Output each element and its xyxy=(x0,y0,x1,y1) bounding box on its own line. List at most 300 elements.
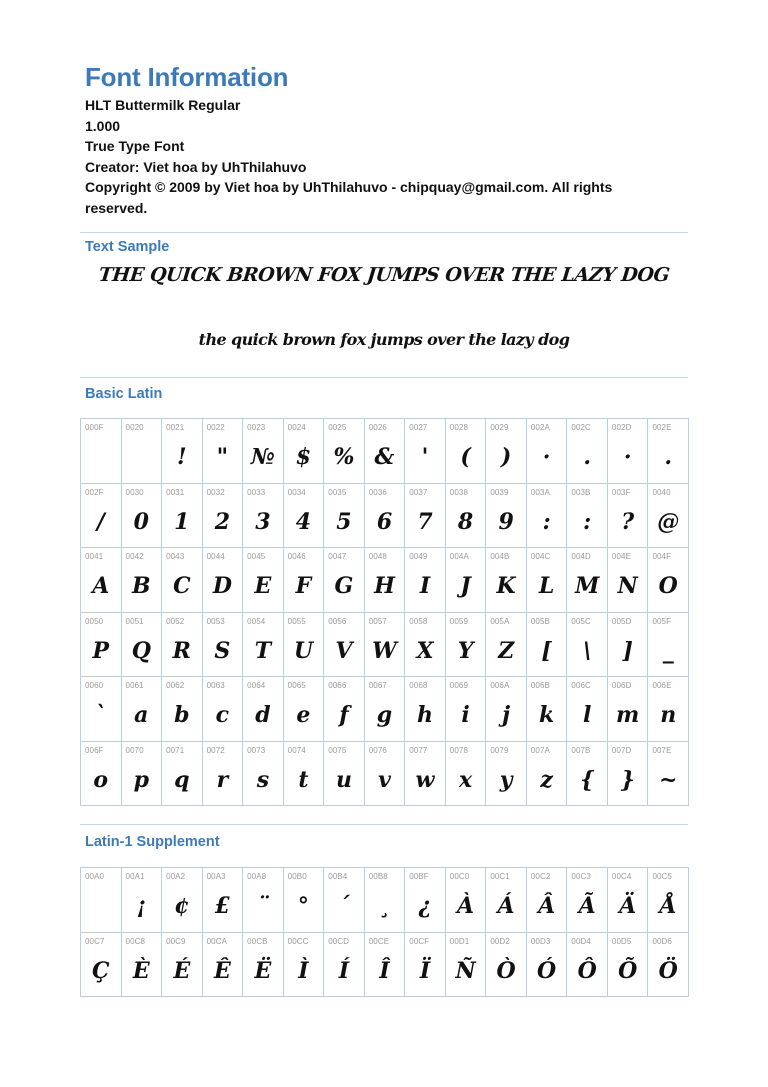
glyph-cell xyxy=(405,677,446,742)
codepoint-label: 0051 xyxy=(125,616,144,626)
glyph-cell xyxy=(405,868,446,933)
section-heading-latin1: Latin-1 Supplement xyxy=(85,834,220,850)
glyph-sample: D xyxy=(212,573,232,599)
glyph-cell xyxy=(284,419,325,484)
glyph-sample: £ xyxy=(214,893,231,919)
codepoint-label: 0067 xyxy=(368,681,387,690)
glyph-cell xyxy=(486,868,527,933)
glyph-cell xyxy=(81,933,122,998)
glyph-cell xyxy=(365,484,406,549)
glyph-cell xyxy=(162,933,203,998)
codepoint-label: 0056 xyxy=(328,616,347,626)
glyph-cell xyxy=(446,868,487,933)
codepoint-label: 006D xyxy=(611,681,632,690)
glyph-cell xyxy=(486,548,527,613)
glyph-cell xyxy=(203,419,244,484)
glyph-sample: 8 xyxy=(457,508,474,535)
glyph-cell xyxy=(243,613,284,678)
codepoint-label: 00D4 xyxy=(571,936,591,946)
codepoint-label: 0055 xyxy=(287,616,306,626)
glyph-sample: ! xyxy=(176,444,187,470)
glyph-sample: \ xyxy=(583,637,592,664)
glyph-sample: v xyxy=(378,766,391,793)
glyph-sample: r xyxy=(216,766,229,793)
glyph-cell xyxy=(446,419,487,484)
codepoint-label: 0021 xyxy=(166,423,185,432)
codepoint-label: 00CC xyxy=(287,936,309,946)
divider xyxy=(80,377,688,378)
glyph-sample: Ì xyxy=(298,957,309,984)
codepoint-label: 00D3 xyxy=(530,936,551,946)
glyph-cell xyxy=(365,613,406,678)
font-type: True Type Font xyxy=(85,138,185,155)
glyph-cell xyxy=(486,677,527,742)
page-title: Font Information xyxy=(85,62,289,92)
glyph-cell xyxy=(527,933,568,998)
codepoint-label: 0074 xyxy=(287,745,306,755)
codepoint-label: 0042 xyxy=(125,552,144,561)
glyph-cell xyxy=(203,677,244,742)
glyph-cell xyxy=(81,613,122,678)
glyph-sample: Ç xyxy=(92,957,110,984)
codepoint-label: 005D xyxy=(611,616,632,626)
glyph-sample: 1 xyxy=(174,508,190,535)
glyph-cell xyxy=(405,613,446,678)
glyph-sample: p xyxy=(133,766,149,793)
glyph-sample: · xyxy=(542,444,551,470)
glyph-sample: ( xyxy=(460,444,471,470)
codepoint-label: 00CA xyxy=(206,936,228,946)
glyph-cell xyxy=(567,548,608,613)
glyph-sample: C xyxy=(173,573,191,599)
glyph-sample: : xyxy=(583,508,592,535)
glyph-cell xyxy=(243,419,284,484)
glyph-sample: E xyxy=(254,573,272,599)
glyph-sample: Ó xyxy=(537,957,557,984)
glyph-cell xyxy=(122,548,163,613)
glyph-sample: A xyxy=(92,573,110,599)
sample-uppercase: THE QUICK BROWN FOX JUMPS OVER THE LAZY DOG xyxy=(97,264,671,286)
glyph-sample: 5 xyxy=(336,508,352,535)
glyph-cell xyxy=(324,548,365,613)
codepoint-label: 004B xyxy=(490,552,510,561)
glyph-cell xyxy=(527,868,568,933)
glyph-sample: o xyxy=(93,766,109,793)
glyph-sample: Y xyxy=(457,637,474,664)
codepoint-label: 0037 xyxy=(409,487,428,497)
glyph-sample: À xyxy=(457,893,475,919)
codepoint-label: 0059 xyxy=(449,616,468,626)
codepoint-label: 0029 xyxy=(490,423,509,432)
glyph-cell xyxy=(203,868,244,933)
latin1-supplement-grid xyxy=(80,867,689,997)
glyph-cell xyxy=(324,419,365,484)
codepoint-label: 00A0 xyxy=(85,872,105,881)
codepoint-label: 0031 xyxy=(166,487,185,497)
glyph-cell xyxy=(243,548,284,613)
glyph-cell xyxy=(162,484,203,549)
codepoint-label: 006B xyxy=(530,681,550,690)
glyph-cell xyxy=(446,484,487,549)
glyph-sample: B xyxy=(131,573,151,599)
glyph-sample: 4 xyxy=(295,508,312,535)
codepoint-label: 00D5 xyxy=(611,936,632,946)
glyph-cell xyxy=(243,484,284,549)
glyph-cell xyxy=(365,677,406,742)
glyph-cell xyxy=(324,677,365,742)
glyph-cell xyxy=(648,868,689,933)
glyph-sample: @ xyxy=(657,508,680,535)
glyph-cell xyxy=(446,933,487,998)
glyph-sample: Á xyxy=(497,893,515,919)
codepoint-label: 007E xyxy=(652,745,672,755)
codepoint-label: 0066 xyxy=(328,681,347,690)
glyph-sample: 3 xyxy=(255,508,271,535)
glyph-cell xyxy=(608,484,649,549)
codepoint-label: 0032 xyxy=(206,487,225,497)
glyph-sample: L xyxy=(538,573,555,599)
glyph-sample: È xyxy=(132,957,150,984)
glyph-cell xyxy=(648,419,689,484)
codepoint-label: 0054 xyxy=(247,616,266,626)
codepoint-label: 0047 xyxy=(328,552,347,561)
codepoint-label: 00C0 xyxy=(449,872,470,881)
glyph-cell xyxy=(446,742,487,807)
codepoint-label: 00C4 xyxy=(611,872,632,881)
codepoint-label: 0052 xyxy=(166,616,185,626)
glyph-cell xyxy=(324,742,365,807)
glyph-sample: ¨ xyxy=(257,893,269,919)
codepoint-label: 0048 xyxy=(368,552,387,561)
codepoint-label: 0022 xyxy=(206,423,225,432)
glyph-cell xyxy=(81,419,122,484)
glyph-cell xyxy=(162,742,203,807)
glyph-sample: Ê xyxy=(213,957,231,984)
glyph-cell xyxy=(203,548,244,613)
codepoint-label: 0026 xyxy=(368,423,387,432)
glyph-cell xyxy=(405,484,446,549)
glyph-cell xyxy=(405,933,446,998)
glyph-sample: h xyxy=(417,702,434,728)
glyph-cell xyxy=(81,548,122,613)
glyph-cell xyxy=(527,677,568,742)
codepoint-label: 0065 xyxy=(287,681,306,690)
codepoint-label: 002F xyxy=(85,487,104,497)
glyph-sample: Õ xyxy=(618,957,638,984)
glyph-cell xyxy=(365,419,406,484)
glyph-sample: u xyxy=(335,766,352,793)
glyph-cell xyxy=(567,742,608,807)
codepoint-label: 00D6 xyxy=(652,936,672,946)
codepoint-label: 0069 xyxy=(449,681,468,690)
glyph-cell xyxy=(324,613,365,678)
font-copyright-cont: reserved. xyxy=(85,199,148,216)
codepoint-label: 005F xyxy=(652,616,672,626)
glyph-cell xyxy=(648,677,689,742)
codepoint-label: 005C xyxy=(571,616,591,626)
glyph-cell xyxy=(284,548,325,613)
glyph-sample: : xyxy=(542,508,551,535)
glyph-sample: Ä xyxy=(619,893,637,919)
glyph-cell xyxy=(567,419,608,484)
glyph-cell xyxy=(365,742,406,807)
glyph-cell xyxy=(162,548,203,613)
glyph-sample: / xyxy=(96,508,105,535)
codepoint-label: 005A xyxy=(490,616,510,626)
glyph-cell xyxy=(486,484,527,549)
glyph-cell xyxy=(405,548,446,613)
codepoint-label: 00C7 xyxy=(85,936,105,946)
codepoint-label: 003A xyxy=(530,487,550,497)
glyph-sample: g xyxy=(376,702,393,728)
glyph-sample: É xyxy=(173,957,191,984)
glyph-sample: Å xyxy=(659,893,677,919)
codepoint-label: 0043 xyxy=(166,552,185,561)
codepoint-label: 002A xyxy=(530,423,550,432)
glyph-sample: M xyxy=(574,573,600,599)
codepoint-label: 00D1 xyxy=(449,936,470,946)
glyph-cell xyxy=(284,868,325,933)
glyph-sample: & xyxy=(374,444,395,470)
glyph-cell xyxy=(527,742,568,807)
glyph-sample: · xyxy=(623,444,632,470)
glyph-cell xyxy=(567,613,608,678)
glyph-sample: i xyxy=(461,702,470,728)
codepoint-label: 00A2 xyxy=(166,872,186,881)
codepoint-label: 005B xyxy=(530,616,550,626)
codepoint-label: 002D xyxy=(611,423,632,432)
glyph-sample: G xyxy=(334,573,354,599)
glyph-cell xyxy=(608,613,649,678)
glyph-cell xyxy=(243,742,284,807)
codepoint-label: 00A8 xyxy=(247,872,267,881)
glyph-cell xyxy=(162,419,203,484)
glyph-cell xyxy=(405,419,446,484)
codepoint-label: 00B8 xyxy=(368,872,388,881)
glyph-sample: ¡ xyxy=(136,893,147,919)
codepoint-label: 00D2 xyxy=(490,936,510,946)
glyph-cell xyxy=(81,677,122,742)
codepoint-label: 006A xyxy=(490,681,510,690)
glyph-sample: e xyxy=(296,702,311,728)
glyph-cell xyxy=(365,868,406,933)
glyph-sample: 6 xyxy=(376,508,393,535)
divider xyxy=(80,232,688,233)
codepoint-label: 0020 xyxy=(125,423,144,432)
glyph-sample: Z xyxy=(498,637,515,664)
codepoint-label: 002E xyxy=(652,423,672,432)
glyph-sample: ? xyxy=(621,508,635,535)
codepoint-label: 0073 xyxy=(247,745,266,755)
glyph-cell xyxy=(486,933,527,998)
codepoint-label: 0044 xyxy=(206,552,225,561)
glyph-sample: O xyxy=(658,573,678,599)
glyph-sample: Ë xyxy=(254,957,272,984)
glyph-sample: Ñ xyxy=(455,957,476,984)
glyph-sample: X xyxy=(416,637,434,664)
codepoint-label: 007D xyxy=(611,745,632,755)
glyph-sample: l xyxy=(582,702,592,728)
glyph-cell xyxy=(648,742,689,807)
glyph-cell xyxy=(486,419,527,484)
codepoint-label: 0041 xyxy=(85,552,104,561)
glyph-cell xyxy=(527,613,568,678)
glyph-sample: n xyxy=(660,702,677,728)
glyph-cell xyxy=(122,613,163,678)
codepoint-label: 0027 xyxy=(409,423,428,432)
glyph-sample: x xyxy=(459,766,473,793)
glyph-sample: J xyxy=(460,573,471,599)
codepoint-label: 0061 xyxy=(125,681,144,690)
codepoint-label: 0049 xyxy=(409,552,428,561)
glyph-cell xyxy=(648,548,689,613)
glyph-sample: R xyxy=(172,637,191,664)
codepoint-label: 0053 xyxy=(206,616,225,626)
glyph-cell xyxy=(284,677,325,742)
codepoint-label: 00BF xyxy=(409,872,429,881)
glyph-sample: N xyxy=(617,573,638,599)
glyph-sample: ° xyxy=(297,893,309,919)
codepoint-label: 0028 xyxy=(449,423,468,432)
codepoint-label: 00C9 xyxy=(166,936,186,946)
glyph-sample: _ xyxy=(662,637,674,664)
codepoint-label: 007B xyxy=(571,745,591,755)
codepoint-label: 004E xyxy=(611,552,632,561)
codepoint-label: 003F xyxy=(611,487,631,497)
glyph-sample: Ò xyxy=(496,957,516,984)
glyph-cell xyxy=(527,419,568,484)
codepoint-label: 0035 xyxy=(328,487,347,497)
glyph-cell xyxy=(122,933,163,998)
glyph-sample: $ xyxy=(295,444,312,470)
codepoint-label: 00C5 xyxy=(652,872,672,881)
codepoint-label: 0058 xyxy=(409,616,428,626)
codepoint-label: 0050 xyxy=(85,616,104,626)
font-metadata xyxy=(85,95,685,219)
codepoint-label: 004A xyxy=(449,552,469,561)
glyph-sample: d xyxy=(255,702,271,728)
glyph-cell xyxy=(243,868,284,933)
section-heading-text-sample: Text Sample xyxy=(85,239,170,255)
glyph-cell xyxy=(162,677,203,742)
glyph-sample: a xyxy=(134,702,149,728)
glyph-cell xyxy=(486,613,527,678)
glyph-sample: K xyxy=(496,573,516,599)
glyph-cell xyxy=(365,933,406,998)
glyph-sample: V xyxy=(335,637,353,664)
glyph-sample: } xyxy=(620,766,635,793)
glyph-cell xyxy=(81,484,122,549)
codepoint-label: 006C xyxy=(571,681,591,690)
codepoint-label: 0079 xyxy=(490,745,509,755)
codepoint-label: 0040 xyxy=(652,487,671,497)
glyph-sample: U xyxy=(293,637,314,664)
codepoint-label: 000F xyxy=(85,423,104,432)
codepoint-label: 0034 xyxy=(287,487,306,497)
glyph-cell xyxy=(567,933,608,998)
sample-lowercase: the quick brown fox jumps over the lazy dog xyxy=(198,330,570,349)
section-heading-basic-latin: Basic Latin xyxy=(85,386,163,402)
glyph-cell xyxy=(81,742,122,807)
glyph-sample: ~ xyxy=(659,766,678,793)
glyph-cell xyxy=(284,933,325,998)
codepoint-label: 00B4 xyxy=(328,872,348,881)
glyph-sample: № xyxy=(250,444,275,470)
codepoint-label: 0057 xyxy=(368,616,387,626)
glyph-sample: ¸ xyxy=(378,893,390,919)
glyph-sample: b xyxy=(174,702,190,728)
glyph-cell xyxy=(648,484,689,549)
codepoint-label: 0064 xyxy=(247,681,266,690)
font-copyright: Copyright © 2009 by Viet hoa by UhThilahuvo - chipquay@gmail.com. All rights xyxy=(85,179,613,196)
glyph-sample: Í xyxy=(338,957,350,984)
glyph-cell xyxy=(446,548,487,613)
glyph-sample: m xyxy=(616,702,640,728)
glyph-sample: ´ xyxy=(338,893,350,919)
glyph-cell xyxy=(567,677,608,742)
glyph-cell xyxy=(203,484,244,549)
glyph-sample: { xyxy=(580,766,595,793)
glyph-sample: " xyxy=(216,444,229,470)
glyph-cell xyxy=(81,868,122,933)
glyph-cell xyxy=(243,933,284,998)
glyph-sample: s xyxy=(256,766,270,793)
glyph-cell xyxy=(608,419,649,484)
codepoint-label: 00CE xyxy=(368,936,390,946)
glyph-sample: j xyxy=(502,702,511,728)
glyph-sample: Ô xyxy=(577,957,597,984)
glyph-cell xyxy=(446,677,487,742)
codepoint-label: 00C2 xyxy=(530,872,551,881)
glyph-cell xyxy=(527,548,568,613)
codepoint-label: 00A3 xyxy=(206,872,226,881)
glyph-cell xyxy=(567,868,608,933)
glyph-sample: z xyxy=(540,766,553,793)
codepoint-label: 0075 xyxy=(328,745,347,755)
glyph-cell xyxy=(243,677,284,742)
glyph-cell xyxy=(324,933,365,998)
glyph-sample: c xyxy=(215,702,230,728)
codepoint-label: 0030 xyxy=(125,487,144,497)
glyph-cell xyxy=(608,933,649,998)
glyph-sample: [ xyxy=(541,637,552,664)
glyph-sample: ] xyxy=(622,637,633,664)
glyph-cell xyxy=(446,613,487,678)
glyph-sample: . xyxy=(664,444,673,470)
glyph-cell xyxy=(203,742,244,807)
font-creator: Creator: Viet hoa by UhThilahuvo xyxy=(85,158,307,175)
codepoint-label: 00B0 xyxy=(287,872,307,881)
glyph-sample: w xyxy=(415,766,435,793)
codepoint-label: 0068 xyxy=(409,681,428,690)
glyph-cell xyxy=(365,548,406,613)
glyph-cell xyxy=(324,868,365,933)
glyph-sample: k xyxy=(539,702,555,728)
codepoint-label: 0062 xyxy=(166,681,185,690)
codepoint-label: 006E xyxy=(652,681,672,690)
codepoint-label: 0039 xyxy=(490,487,509,497)
glyph-cell xyxy=(405,742,446,807)
glyph-cell xyxy=(324,484,365,549)
codepoint-label: 0033 xyxy=(247,487,266,497)
codepoint-label: 0078 xyxy=(449,745,468,755)
codepoint-label: 00C3 xyxy=(571,872,591,881)
glyph-sample: 0 xyxy=(133,508,149,535)
codepoint-label: 0045 xyxy=(247,552,266,561)
codepoint-label: 0060 xyxy=(85,681,104,690)
codepoint-label: 004F xyxy=(652,552,672,561)
glyph-cell xyxy=(203,933,244,998)
